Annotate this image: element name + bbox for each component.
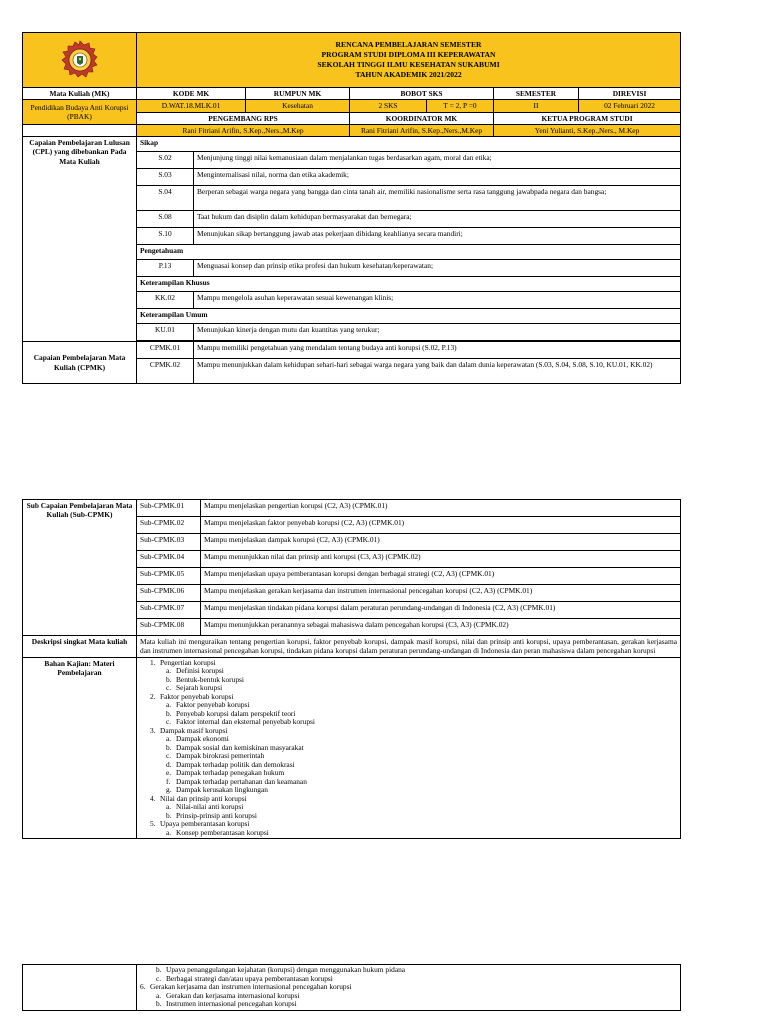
mk-label: Mata Kuliah (MK) xyxy=(23,88,137,100)
cpl-code: S.04 xyxy=(137,186,194,211)
cpl-code: S.02 xyxy=(137,152,194,169)
pengembang-name: Rani Fitriani Arifin, S.Kep.,Ners.,M.Kep xyxy=(137,124,350,136)
cpl-label: Capaian Pembelajaran Lulusan (CPL) yang dibebankan Pada Mata Kuliah xyxy=(23,137,137,342)
kode-mk-value: D.WAT.18.MLK.01 xyxy=(137,100,246,112)
cpl-code: KK.02 xyxy=(137,292,194,309)
subtopic-letter: b. xyxy=(166,674,172,684)
subtopic-list xyxy=(150,701,677,727)
subtopic-letter: c. xyxy=(156,973,162,983)
subtopic-text: Dampak terhadap politik dan demokrasi xyxy=(176,759,295,769)
cpl-text: Menjunjung tinggi nilai kemanusiaan dalam menjalankan tugas berdasarkan agam, moral dan etika; xyxy=(194,152,681,169)
subtopic-text: Bentuk-bentuk korupsi xyxy=(176,674,244,684)
materi-topic xyxy=(150,727,677,795)
sub-cpmk-code: Sub-CPMK.02 xyxy=(137,517,201,534)
materi-subtopic xyxy=(140,1000,677,1009)
sub-cpmk-code: Sub-CPMK.06 xyxy=(137,585,201,602)
document-title-block xyxy=(137,33,681,88)
rps-content-table xyxy=(22,499,681,839)
sub-cpmk-code: Sub-CPMK.03 xyxy=(137,534,201,551)
kode-mk-header: KODE MK xyxy=(137,88,246,100)
ketua-prodi-header: KETUA PROGRAM STUDI xyxy=(494,112,681,124)
rps-continued-table xyxy=(22,964,681,1011)
subtopic-text: Prinsip-prinsip anti korupsi xyxy=(176,810,257,820)
cpl-text: Berperan sebagai warga negara yang bangga dan cinta tanah air, memiliki nasionalisme serta rasa tanggung jawabpada negara dan bangsa; xyxy=(194,186,681,211)
subtopic-text: Dampak terhadap penegakan hukum xyxy=(176,768,285,778)
cpl-code: S.10 xyxy=(137,228,194,245)
cpl-code: KU.01 xyxy=(137,324,194,341)
subtopic-letter: a. xyxy=(166,734,172,744)
sub-cpmk-code: Sub-CPMK.05 xyxy=(137,568,201,585)
bobot-sks-header: BOBOT SKS xyxy=(350,88,494,100)
sub-cpmk-code: Sub-CPMK.04 xyxy=(137,551,201,568)
continued-list-cell xyxy=(137,965,681,1011)
rumpun-mk-header: RUMPUN MK xyxy=(246,88,350,100)
pengembang-header: PENGEMBANG RPS xyxy=(137,112,350,124)
cpmk-text: Mampu menunjukkan dalam kehidupan sehari-hari sebagai warga negara yang baik dan dalam dunia keperawatan (S.03, S.04, S.08, S.10, KU.01, KK.02) xyxy=(194,359,681,384)
materi-topic xyxy=(150,693,677,727)
direvisi-header: DIREVISI xyxy=(579,88,681,100)
subtopic-letter: a. xyxy=(166,666,172,676)
cpmk-code: CPMK.01 xyxy=(137,342,194,359)
sub-cpmk-text: Mampu menjelaskan pengertian korupsi (C2, A3) (CPMK.01) xyxy=(201,500,681,517)
title-line-3: SEKOLAH TINGGI ILMU KESEHATAN SUKABUMI xyxy=(317,60,500,69)
subtopic-list xyxy=(150,829,677,838)
subtopic-letter: a. xyxy=(166,700,172,710)
topic-number: 5. xyxy=(150,819,156,829)
materi-list xyxy=(140,659,677,838)
subtopic-letter: b. xyxy=(156,999,162,1009)
sks-value: 2 SKS xyxy=(350,100,427,112)
koordinator-name: Rani Fitriani Arifin, S.Kep.,Ners.,M.Kep xyxy=(350,124,494,136)
subtopic-text: Instrumen internasional pencegahan korupsi xyxy=(166,999,297,1009)
subtopic-text: Sejarah korupsi xyxy=(176,683,223,693)
keterampilan-khusus-heading: Keterampilan Khusus xyxy=(137,277,681,292)
cpmk-label: Capaian Pembelajaran Mata Kuliah (CPMK) xyxy=(23,342,137,384)
title-line-4: TAHUN AKADEMIK 2021/2022 xyxy=(355,69,462,79)
sub-cpmk-label: Sub Capaian Pembelajaran Mata Kuliah (Sub-CPMK) xyxy=(23,500,137,636)
title-line-2: PROGRAM STUDI DIPLOMA III KEPERAWATAN xyxy=(321,50,496,60)
sub-cpmk-text: Mampu menjelaskan faktor penyebab korupsi (C2, A3) (CPMK.01) xyxy=(201,517,681,534)
topic-title: Pengertian korupsi xyxy=(160,657,216,667)
continued-list xyxy=(140,966,677,1009)
cpl-code: S.03 xyxy=(137,169,194,186)
cpl-code: P.13 xyxy=(137,260,194,277)
semester-header: SEMESTER xyxy=(494,88,579,100)
koordinator-header: KOORDINATOR MK xyxy=(350,112,494,124)
materi-topic xyxy=(150,659,677,693)
sub-cpmk-code: Sub-CPMK.07 xyxy=(137,602,201,619)
topic-number: 3. xyxy=(150,725,156,735)
topic-title: Gerakan kerjasama dan instrumen internasional pencegahan korupsi xyxy=(150,982,352,992)
subtopic-text: Gerakan dan kerjasama internasional korupsi xyxy=(166,990,300,1000)
sub-cpmk-text: Mampu menjelaskan upaya pemberantasan korupsi dengan berbagai strategi (C2, A3) (CPMK.01) xyxy=(201,568,681,585)
rps-header-table xyxy=(22,32,681,384)
blank-cell xyxy=(23,124,137,136)
cpmk-code: CPMK.02 xyxy=(137,359,194,384)
subtopic-text: Dampak ekonomi xyxy=(176,734,229,744)
materi-subtopic xyxy=(166,676,677,685)
cpl-text: Menguasai konsep dan prinsip etika profesi dan hukum kesehatan/keperawatan; xyxy=(194,260,681,277)
subtopic-text: Faktor internal dan eksternal penyebab korupsi xyxy=(176,717,315,727)
subtopic-text: Definisi korupsi xyxy=(176,666,224,676)
subtopic-letter: b. xyxy=(166,810,172,820)
topic-title: Faktor penyebab korupsi xyxy=(160,691,234,701)
subtopic-list xyxy=(150,735,677,795)
materi-subtopic xyxy=(166,829,677,838)
sub-cpmk-text: Mampu menjelaskan tindakan pidana korupsi dalam peraturan perundang-undangan di Indonesia (C2, A3) (CPMK.01) xyxy=(201,602,681,619)
subtopic-letter: d. xyxy=(166,759,172,769)
sub-cpmk-text: Mampu menjelaskan dampak korupsi (C2, A3) (CPMK.01) xyxy=(201,534,681,551)
subtopic-text: Dampak kerusakan lingkungan xyxy=(176,785,268,795)
sub-cpmk-code: Sub-CPMK.01 xyxy=(137,500,201,517)
title-line-1: RENCANA PEMBELAJARAN SEMESTER xyxy=(335,40,482,50)
sub-cpmk-text: Mampu menunjukkan nilai dan prinsip anti korupsi (C3, A3) (CPMK.02) xyxy=(201,551,681,568)
subtopic-letter: e. xyxy=(166,768,172,778)
subtopic-text: Faktor penyebab korupsi xyxy=(176,700,250,710)
pengetahuan-heading: Pengetahuam xyxy=(137,245,681,260)
subtopic-letter: b. xyxy=(166,708,172,718)
semester-value: II xyxy=(494,100,579,112)
subtopic-letter: c. xyxy=(166,683,172,693)
subtopic-text: Upaya penanggulangan kejahatan (korupsi) dengan menggunakan hukum pidana xyxy=(166,965,406,974)
topic-number: 2. xyxy=(150,691,156,701)
topic-number: 1. xyxy=(150,657,156,667)
cpl-text: Menunjukan sikap bertanggung jawab atas pekerjaan dibidang keahlianya secara mandiri; xyxy=(194,228,681,245)
subtopic-letter: g. xyxy=(166,785,172,795)
institution-logo-icon xyxy=(60,40,100,80)
subtopic-letter: a. xyxy=(166,827,172,837)
topic-number: 4. xyxy=(150,793,156,803)
subtopic-text: Nilai-nilai anti korupsi xyxy=(176,802,244,812)
bahan-kajian-label: Bahan Kajian: Materi Pembelajaran xyxy=(23,657,137,839)
sub-cpmk-text: Mampu menjelaskan gerakan kerjasama dan instrumen internasional pencegahan korupsi (C2, A3) (CPMK.01) xyxy=(201,585,681,602)
materi-subtopic xyxy=(166,684,677,693)
subtopic-letter: f. xyxy=(166,776,171,786)
topic-title: Dampak masif korupsi xyxy=(160,725,228,735)
keterampilan-umum-heading: Keterampilan Umum xyxy=(137,309,681,324)
cpl-text: Menginternalisasi nilai, norma dan etika akademik; xyxy=(194,169,681,186)
subtopic-text: Penyebab korupsi dalam perspektif teori xyxy=(176,708,296,718)
subtopic-list xyxy=(150,667,677,693)
sub-cpmk-text: Mampu menunjukkan peranannya sebagai mahasiswa dalam pencegahan korupsi (C3, A3) (CPMK.02) xyxy=(201,619,681,636)
subtopic-letter: b. xyxy=(166,742,172,752)
materi-subtopic xyxy=(166,718,677,727)
subtopic-text: Berbagai strategi dan/atau upaya pemberantasan korupsi xyxy=(166,973,333,983)
materi-topic xyxy=(150,820,677,837)
cpl-code: S.08 xyxy=(137,211,194,228)
cpl-text: Mampu mengelola asuhan keperawatan sesuai kewenangan klinis; xyxy=(194,292,681,309)
subtopic-letter: a. xyxy=(166,802,172,812)
subtopic-text: Konsep pemberantasan korupsi xyxy=(176,827,269,837)
deskripsi-label: Deskripsi singkat Mata kuliah xyxy=(23,636,137,658)
cpl-text: Menunjukan kinerja dengan mutu dan kuantitas yang terukur; xyxy=(194,324,681,341)
bahan-kajian-list xyxy=(137,657,681,839)
subtopic-letter: b. xyxy=(156,965,162,974)
subtopic-list xyxy=(150,803,677,820)
logo-cell xyxy=(23,33,137,88)
mk-name: Pendidikan Budaya Anti Korupsi (PBAK) xyxy=(23,100,137,125)
topic-number: 6. xyxy=(140,982,146,992)
ketua-prodi-name: Yeni Yulianti, S.Kep.,Ners., M.Kep xyxy=(494,124,681,136)
sikap-heading: Sikap xyxy=(137,137,681,152)
subtopic-letter: c. xyxy=(166,751,172,761)
direvisi-value: 02 Februari 2022 xyxy=(579,100,681,112)
cpl-text: Taat hukum dan disiplin dalam kehidupan bermasyarakat dan bernegara; xyxy=(194,211,681,228)
subtopic-letter: c. xyxy=(166,717,172,727)
topic-title: Upaya pemberantasan korupsi xyxy=(160,819,250,829)
cpmk-text: Mampu memiliki pengetahuan yang mendalam tentang budaya anti korupsi (S.02, P.13) xyxy=(194,342,681,359)
subtopic-text: Dampak sosial dan kemiskinan masyarakat xyxy=(176,742,304,752)
deskripsi-text: Mata kuliah ini menguraikan tentang pengertian korupsi, faktor penyebab korupsi, dampak masif korupsi, nilai dan prinsip anti korupsi, upaya pemberantasan, gerakan kerjasama dan instrumen internasional pencegahan korupsi, tindakan pidana korupsi dalam peraturan perundang-undangan di Indonesia dan peran mahasiswa dalam pencegahan korupsi xyxy=(137,636,681,658)
subtopic-text: Dampak birokrasi pemerintah xyxy=(176,751,265,761)
rumpun-mk-value: Kesehatan xyxy=(246,100,350,112)
topic-title: Nilai dan prinsip anti korupsi xyxy=(160,793,247,803)
materi-topic xyxy=(150,795,677,821)
subtopic-letter: a. xyxy=(156,990,162,1000)
subtopic-text: Dampak terhadap pertahanan dan keamanan xyxy=(176,776,307,786)
continued-blank-cell xyxy=(23,965,137,1011)
sub-cpmk-code: Sub-CPMK.08 xyxy=(137,619,201,636)
teori-praktik-value: T = 2, P =0 xyxy=(427,100,494,112)
